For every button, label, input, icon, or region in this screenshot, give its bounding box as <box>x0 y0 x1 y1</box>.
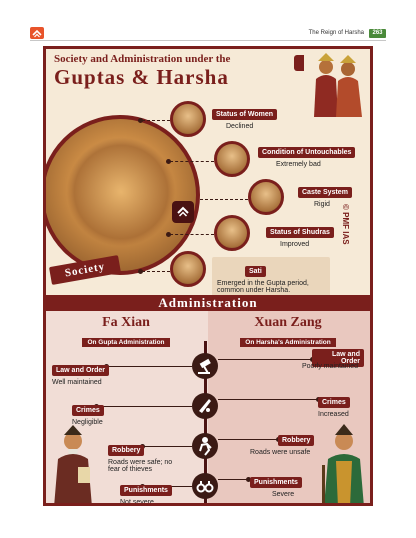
page-number: 263 <box>369 29 386 38</box>
card-label: Caste System <box>298 187 352 198</box>
card-value: Declined <box>226 123 254 130</box>
xuan-zang-portrait <box>316 421 370 506</box>
fa-xian-punishments <box>120 479 172 506</box>
header-divider <box>30 40 386 41</box>
card-label: Sati <box>245 266 266 277</box>
card-label: Status of Women <box>212 109 277 120</box>
administration-heading: Administration <box>46 295 370 311</box>
row-value: Roads were safe; no fear of thieves <box>108 459 173 473</box>
fa-xian-law-and-order <box>52 359 109 386</box>
traveller-name: Fa Xian <box>102 315 150 330</box>
row-value: Roads were unsafe <box>250 449 311 456</box>
row-label: Crimes <box>318 397 350 408</box>
connector-line <box>170 234 214 235</box>
connector-line <box>142 271 170 272</box>
chevron-emblem-icon <box>172 201 194 223</box>
society-banner: Society <box>49 255 121 285</box>
administration-section <box>46 311 370 506</box>
sati-thumbnail <box>170 251 206 287</box>
row-label: Punishments <box>250 477 302 488</box>
connector-dot <box>138 269 143 274</box>
poster-subtitle: Society and Administration under the <box>54 53 231 65</box>
connector-dot <box>138 118 143 123</box>
traveller-subtitle: On Gupta Administration <box>82 338 169 347</box>
fa-xian-robbery <box>108 439 178 473</box>
card-value: Improved <box>280 241 310 248</box>
row-label: Robbery <box>278 435 314 446</box>
poster-title: Guptas & Harsha <box>54 65 229 89</box>
untouchables-thumbnail <box>214 141 250 177</box>
connector-line <box>142 120 170 121</box>
watermark: © PMF IAS <box>341 204 350 245</box>
shudras-thumbnail <box>214 215 250 251</box>
row-value: Poorly maintained <box>302 363 359 370</box>
infographic-poster <box>43 46 373 506</box>
card-label: Condition of Untouchables <box>258 147 355 158</box>
xuan-zang-robbery <box>250 429 314 456</box>
society-scene-illustration <box>43 115 200 275</box>
row-value: Severe <box>272 491 295 498</box>
row-value: Not severe <box>120 499 154 506</box>
row-label: Robbery <box>108 445 144 456</box>
fa-xian-portrait <box>48 421 98 506</box>
traveller-name: Xuan Zang <box>254 315 322 330</box>
row-value: Increased <box>318 411 349 418</box>
xuan-zang-crimes <box>318 391 350 418</box>
crime-icon <box>192 393 218 419</box>
robbery-icon <box>192 433 218 459</box>
traveller-subtitle: On Harsha's Administration <box>240 338 335 347</box>
handcuffs-icon <box>192 473 218 499</box>
row-label: Law and Order <box>312 349 364 367</box>
connector-line <box>200 199 248 200</box>
caste-pyramid-thumbnail <box>248 179 284 215</box>
row-value: Well maintained <box>52 379 102 386</box>
running-title: The Reign of Harsha <box>308 30 364 36</box>
connector-dot <box>166 232 171 237</box>
connector-dot <box>166 159 171 164</box>
society-section <box>46 93 370 299</box>
row-label: Law and Order <box>52 365 109 376</box>
xuan-zang-punishments <box>250 471 302 498</box>
society-card-sati <box>212 257 330 298</box>
women-thumbnail <box>170 101 206 137</box>
xuan-zang-header <box>218 315 358 349</box>
society-card-shudras <box>266 221 334 248</box>
fa-xian-header <box>56 315 196 349</box>
gavel-icon <box>192 353 218 379</box>
card-label: Status of Shudras <box>266 227 334 238</box>
card-value: Rigid <box>314 201 330 208</box>
society-card-untouchables <box>258 141 355 168</box>
row-value: Negligible <box>72 419 103 426</box>
connector-line <box>170 161 214 162</box>
publisher-logo-icon <box>30 27 44 39</box>
card-value: Emerged in the Gupta period, common under Harsha. <box>217 280 309 294</box>
row-label: Crimes <box>72 405 104 416</box>
row-label: Punishments <box>120 485 172 496</box>
society-card-women <box>212 103 277 130</box>
card-value: Extremely bad <box>276 161 321 168</box>
